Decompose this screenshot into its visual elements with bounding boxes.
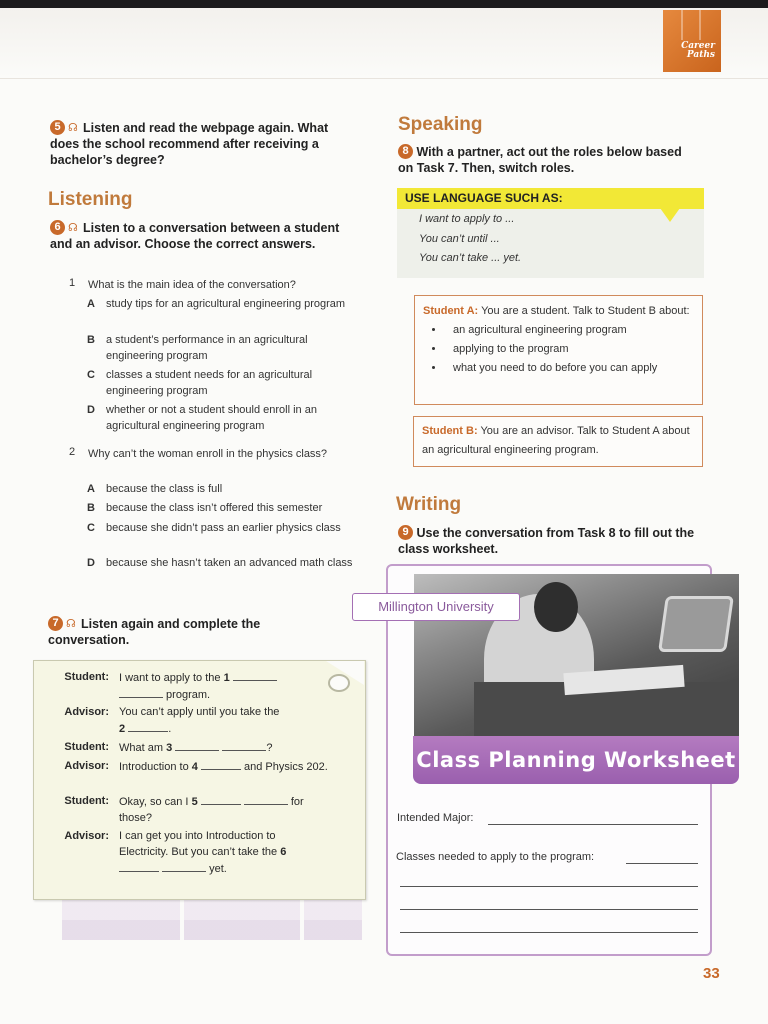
q1-option-c: C classes a student needs for an agricultural engineering program <box>87 369 313 397</box>
q2-option-d: D because she hasn’t taken an advanced math class <box>87 557 353 569</box>
q2-option-b: B because the class isn’t offered this semester <box>87 502 323 514</box>
task-9 <box>398 525 698 557</box>
language-box <box>397 188 704 278</box>
student-a-text: You are a student. Talk to Student B about: <box>481 305 690 317</box>
header-band <box>0 8 768 79</box>
clip-ring <box>328 674 350 692</box>
career-paths-tab <box>663 10 721 72</box>
tab-line1: Career <box>681 41 715 51</box>
list-item: • an agricultural engineering program <box>445 321 694 340</box>
task-7-text: Listen again and complete the conversation. <box>48 617 261 647</box>
language-line: I want to apply to ... <box>419 213 515 225</box>
task-8 <box>398 144 683 176</box>
intended-major-line[interactable] <box>488 824 698 825</box>
writing-heading: Writing <box>396 494 462 515</box>
headphones-icon: ☊ <box>66 618 76 630</box>
task-number-5: 5 <box>50 120 65 135</box>
q1-option-a: A study tips for an agricultural engineering program <box>87 298 346 310</box>
list-item: • what you need to do before you can apply <box>445 359 694 378</box>
task-number-8: 8 <box>398 144 413 159</box>
task-5-text: Listen and read the webpage again. What does the school recommend after receiving a bachelor’s degree? <box>50 121 329 167</box>
worksheet-banner: Class Planning Worksheet <box>413 736 739 784</box>
list-item: • applying to the program <box>445 340 694 359</box>
question-2-text: Why can’t the woman enroll in the physics class? <box>88 448 328 460</box>
q1-option-d: D whether or not a student should enroll in an agricultural engineering program <box>87 404 317 432</box>
page-number: 33 <box>703 965 720 982</box>
student-b-label: Student B: <box>422 425 478 437</box>
headphones-icon: ☊ <box>68 122 78 134</box>
q2-option-a: A because the class is full <box>87 483 223 495</box>
task-number-7: 7 <box>48 616 63 631</box>
task-8-text: With a partner, act out the roles below based on Task 7. Then, switch roles. <box>398 145 682 175</box>
university-label: Millington University <box>352 593 520 621</box>
conversation-line-5: Okay, so can I 5 for those? <box>119 793 334 826</box>
task-number-9: 9 <box>398 525 413 540</box>
task-9-text: Use the conversation from Task 8 to fill out the class worksheet. <box>398 526 695 556</box>
language-line: You can’t until ... <box>419 233 500 245</box>
speaker-label: Student: <box>64 795 109 807</box>
student-a-label: Student A: <box>423 305 479 317</box>
headphones-icon: ☊ <box>68 222 78 234</box>
conversation-card <box>33 660 366 900</box>
top-edge <box>0 0 768 8</box>
speaking-heading: Speaking <box>398 114 483 135</box>
classes-needed-line[interactable] <box>626 863 698 864</box>
student-b-role-card <box>413 416 703 467</box>
question-1-number: 1 <box>69 277 76 289</box>
task-6 <box>50 220 355 252</box>
task-6-text: Listen to a conversation between a student and an advisor. Choose the correct answers. <box>50 221 340 251</box>
answer-line[interactable] <box>400 932 698 933</box>
speaker-label: Student: <box>64 671 109 683</box>
question-2-number: 2 <box>69 446 76 458</box>
laptop-icon <box>658 596 734 652</box>
student-b-text: You are an advisor. Talk to Student A about an agricultural engineering program. <box>422 425 690 456</box>
task-number-6: 6 <box>50 220 65 235</box>
conversation-line-1: I want to apply to the 1 program. <box>119 669 329 703</box>
classes-needed-label: Classes needed to apply to the program: <box>396 851 595 863</box>
q2-option-c: C because she didn’t pass an earlier physics class <box>87 522 341 534</box>
intended-major-label: Intended Major: <box>397 812 474 824</box>
language-heading: USE LANGUAGE SUCH AS: <box>397 188 704 209</box>
q1-option-b: B a student’s performance in an agricultural engineering program <box>87 334 308 362</box>
student-a-list <box>423 321 694 378</box>
listening-heading: Listening <box>48 189 133 210</box>
answer-line[interactable] <box>400 886 698 887</box>
task-5 <box>50 120 340 168</box>
speaker-label: Student: <box>64 741 109 753</box>
speaker-label: Advisor: <box>64 706 109 718</box>
tab-line2: Paths <box>686 50 715 60</box>
speaker-label: Advisor: <box>64 830 109 842</box>
conversation-line-2: You can’t apply until you take the 2 . <box>119 706 280 735</box>
callout-pointer <box>660 208 680 222</box>
conversation-line-3: What am 3 ? <box>119 739 329 756</box>
question-1-text: What is the main idea of the conversation? <box>88 279 296 291</box>
student-a-role-card <box>414 295 703 405</box>
answer-line[interactable] <box>400 909 698 910</box>
speaker-label: Advisor: <box>64 760 109 772</box>
conversation-line-4: Introduction to 4 and Physics 202. <box>119 758 334 775</box>
conversation-line-6: I can get you into Introduction to Electricity. But you can’t take the 6 yet. <box>119 830 287 875</box>
language-line: You can’t take ... yet. <box>419 252 522 264</box>
task-7 <box>48 616 308 648</box>
